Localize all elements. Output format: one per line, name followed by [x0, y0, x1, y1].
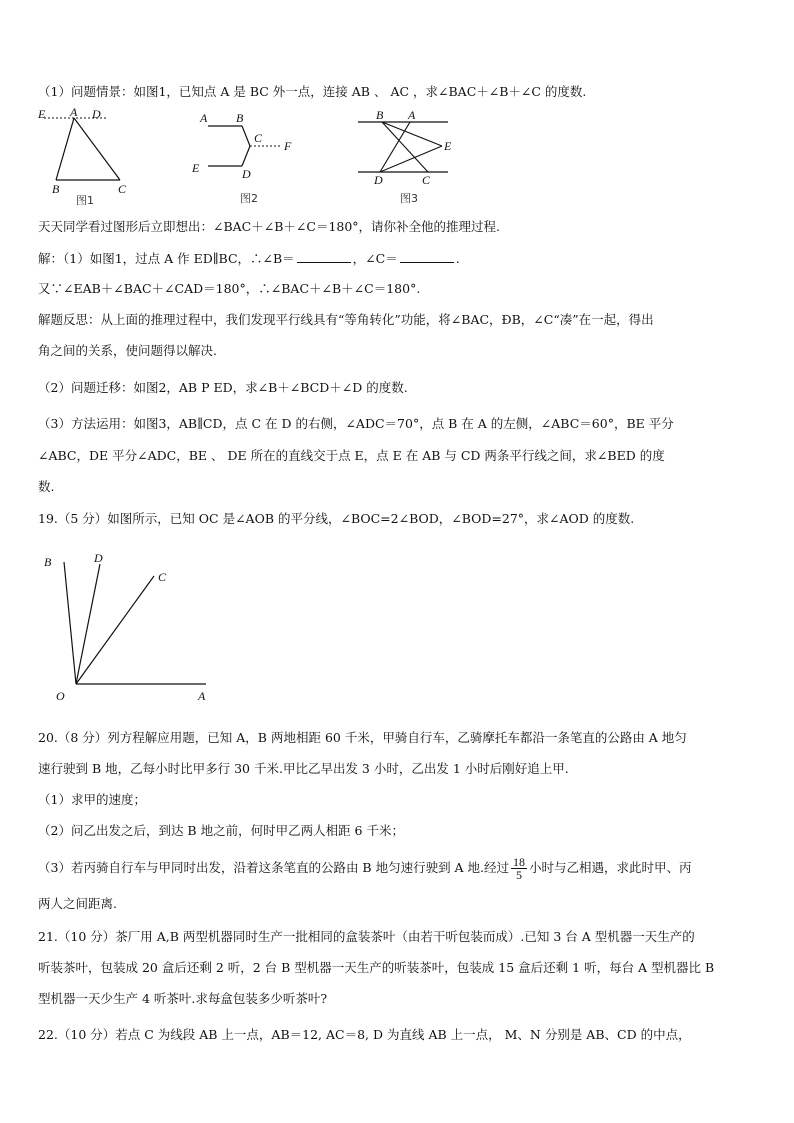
q18-reflect-line1: 解题反思：从上面的推理过程中，我们发现平行线具有“等角转化”功能，将∠BAC，ÐB，∠C“凑”在一起，得出: [38, 312, 654, 327]
q20-line1: 20.（8 分）列方程解应用题，已知 A，B 两地相距 60 千米，甲骑自行车，乙骑摩托车都沿一条笔直的公路由 A 地匀: [38, 730, 687, 745]
fig2-label-f: F: [284, 139, 292, 153]
fraction-denominator: 5: [516, 868, 523, 882]
figure-3: [358, 108, 452, 205]
q18-part3-line2: ∠ABC，DE 平分∠ADC，BE 、 DE 所在的直线交于点 E，点 E 在 AB 与 CD 两条平行线之间，求∠BED 的度: [38, 448, 665, 463]
q19-label-o: O: [56, 689, 65, 703]
fig3-label-a: A: [408, 108, 416, 122]
q19-label-d: D: [94, 551, 103, 565]
answer-blank-c[interactable]: [400, 250, 454, 263]
fig1-label-c: C: [118, 182, 127, 196]
q18-think: 天天同学看过图形后立即想出：∠BAC＋∠B＋∠C＝180°，请你补全他的推理过程.: [38, 219, 501, 234]
q20-sub3-line2: 两人之间距离.: [38, 896, 117, 911]
fig3-label-d: D: [374, 173, 383, 187]
fraction-numerator: 18: [513, 855, 526, 869]
q21-line3: 型机器一天少生产 4 听茶叶.求每盒包装多少听茶叶?: [38, 991, 328, 1006]
q19-label-a: A: [198, 689, 206, 703]
q18-figures: [36, 106, 466, 210]
q20-sub3-a: （3）若丙骑自行车与甲同时出发，沿着这条笔直的公路由 B 地匀速行驶到 A 地.经过: [38, 860, 510, 875]
q18-solution-line1: [38, 250, 460, 267]
q18-part1: （1）问题情景：如图1，已知点 A 是 BC 外一点，连接 AB 、 AC ，求∠BAC＋∠B＋∠C 的度数.: [38, 84, 587, 99]
figure-1: [37, 106, 127, 207]
q18-part3-line3: 数.: [38, 479, 55, 494]
q21-line1: 21.（10 分）茶厂用 A,B 两型机器同时生产一批相同的盒装茶叶（由若干听包装而成）.已知 3 台 A 型机器一天生产的: [38, 929, 695, 944]
fig3-label-e: E: [444, 139, 452, 153]
fig1-label-a: A: [70, 106, 78, 119]
fig3-label-c: C: [422, 173, 431, 187]
fig1-label-e: E: [38, 107, 46, 121]
fraction-18-5: [511, 856, 527, 881]
q19-label-b: B: [44, 555, 52, 569]
q20-sub1: （1）求甲的速度；: [38, 792, 146, 807]
fig1-caption: 图1: [76, 194, 94, 207]
fig2-label-b: B: [236, 111, 244, 125]
q21-line2: 听装茶叶，包装成 20 盒后还剩 2 听，2 台 B 型机器一天生产的听装茶叶，包装成 15 盒后还剩 1 听，每台 A 型机器比 B: [38, 960, 715, 975]
answer-blank-b[interactable]: [297, 250, 351, 263]
fig3-caption: 图3: [400, 192, 418, 205]
fig1-label-d: D: [92, 107, 101, 121]
q19-label-c: C: [158, 570, 167, 584]
q18-sol1-a: 解：（1）如图1，过点 A 作 ED∥BC，∴∠B＝: [38, 251, 295, 266]
q20-sub2: （2）问乙出发之后，到达 B 地之前，何时甲乙两人相距 6 千米；: [38, 823, 404, 838]
fig2-label-d: D: [242, 167, 251, 181]
q19-figure: [36, 548, 226, 708]
q19-text: 19.（5 分）如图所示，已知 OC 是∠AOB 的平分线，∠BOC=2∠BOD，∠BOD=27°，求∠AOD 的度数.: [38, 511, 635, 526]
q18-reflect-line2: 角之间的关系，使问题得以解决.: [38, 343, 217, 358]
figure-2: [191, 111, 292, 205]
q18-part3-line1: （3）方法运用：如图3，AB∥CD，点 C 在 D 的右侧，∠ADC＝70°，点 B 在 A 的左侧，∠ABC＝60°，BE 平分: [38, 416, 674, 431]
q18-sol1-c: .: [455, 251, 460, 266]
fig2-label-e: E: [192, 161, 200, 175]
fig2-caption: 图2: [240, 192, 258, 205]
q22-line1: 22.（10 分）若点 C 为线段 AB 上一点，AB＝12, AC＝8, D 为直线 AB 上一点， M、N 分别是 AB、CD 的中点，: [38, 1027, 691, 1042]
q20-line2: 速行驶到 B 地，乙每小时比甲多行 30 千米.甲比乙早出发 3 小时，乙出发 1 小时后刚好追上甲.: [38, 761, 569, 776]
q20-sub3-line1: [38, 856, 692, 881]
fig2-label-c: C: [254, 131, 263, 145]
fig3-label-b: B: [376, 108, 384, 122]
q18-solution-line2: 又∵∠EAB＋∠BAC＋∠CAD＝180°，∴∠BAC＋∠B＋∠C＝180°.: [38, 281, 421, 296]
fig2-label-a: A: [200, 111, 208, 125]
q18-sol1-b: ，∠C＝: [352, 251, 398, 266]
q20-sub3-b: 小时与乙相遇，求此时甲、丙: [529, 860, 692, 875]
q18-part2: （2）问题迁移：如图2，AB P ED，求∠B＋∠BCD＋∠D 的度数.: [38, 380, 408, 395]
fig1-label-b: B: [52, 182, 60, 196]
